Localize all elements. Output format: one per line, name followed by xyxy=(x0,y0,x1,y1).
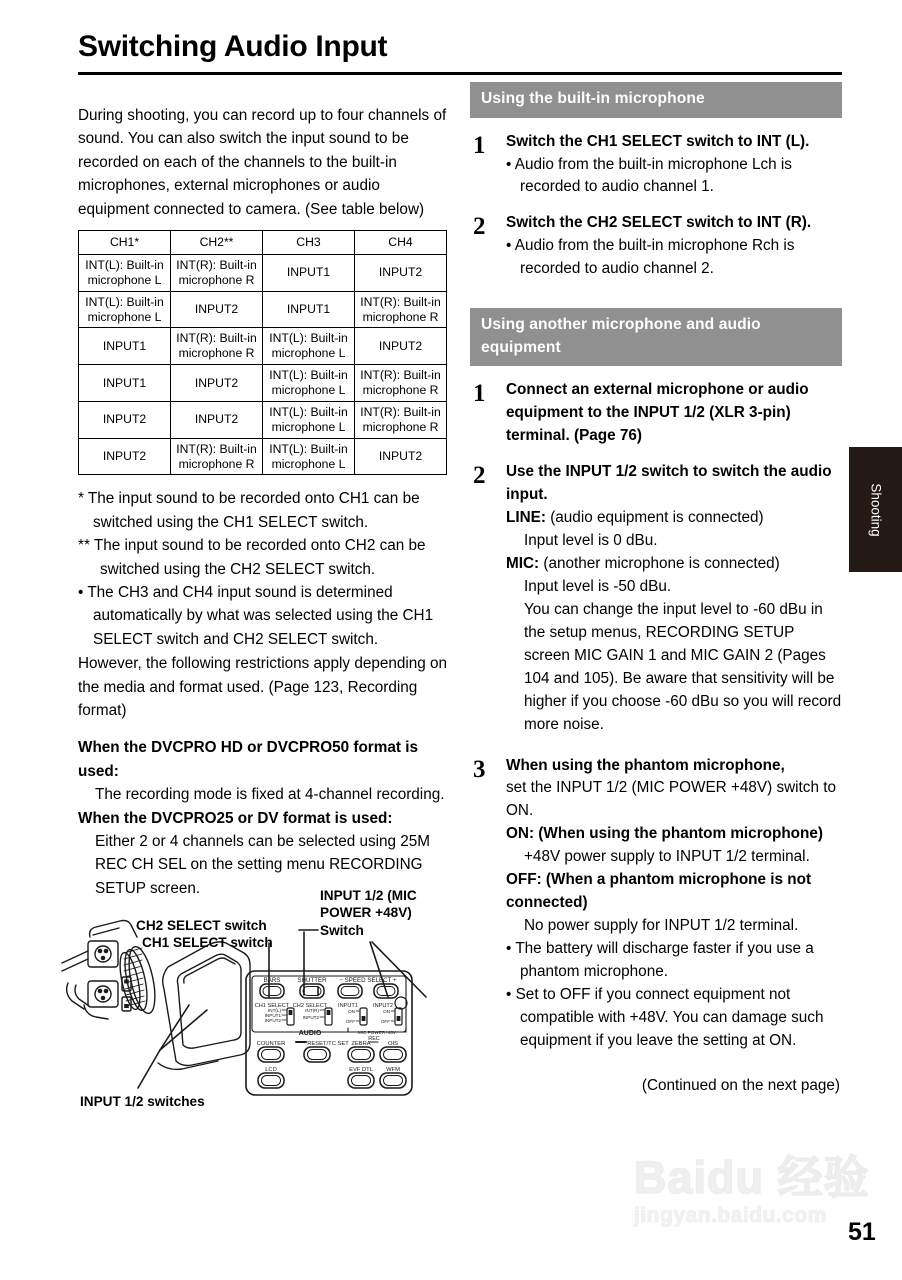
baidu-watermark xyxy=(634,1152,874,1260)
table-cell: INT(L): Built-in microphone L xyxy=(263,401,355,438)
line-label: LINE: xyxy=(506,509,546,527)
panel-label-mic-power: MIC POWER+48V xyxy=(358,1030,396,1035)
callout-input-mic-power: INPUT 1/2 (MIC POWER +48V) Switch xyxy=(320,888,417,938)
step-2-external xyxy=(470,461,842,736)
table-cell: INT(R): Built-in microphone R xyxy=(171,254,263,291)
table-cell: INT(L): Built-in microphone L xyxy=(79,291,171,328)
continued-note: (Continued on the next page) xyxy=(641,1076,840,1094)
step-number: 3 xyxy=(473,755,486,783)
table-cell: INT(L): Built-in microphone L xyxy=(263,365,355,402)
step-bullet: • Audio from the built-in microphone Rch is recorded to audio channel 2. xyxy=(506,237,795,278)
phantom-off-sub: No power supply for INPUT 1/2 terminal. xyxy=(524,917,799,935)
panel-label-reset-tc-set: RESET/TC SET xyxy=(307,1041,349,1047)
step-3-phantom xyxy=(470,755,842,1053)
table-cell: INPUT2 xyxy=(355,254,447,291)
table-header-cell: CH1* xyxy=(79,230,171,254)
panel-opt-input1-off: OFF xyxy=(345,1019,355,1024)
step-2-built-in xyxy=(470,212,842,281)
mic-label: MIC: xyxy=(506,555,540,573)
footnote-ch3-ch4: • The CH3 and CH4 input sound is determined automatically by what was selected using the CH1 SELECT switch and CH2 SELECT switch. xyxy=(78,584,434,648)
panel-label-counter: COUNTER xyxy=(256,1041,286,1047)
table-cell: INPUT2 xyxy=(79,438,171,475)
panel-label-speed-select: − SPEED SELECT + xyxy=(339,977,397,984)
section-heading-built-in-mic: Using the built-in microphone xyxy=(470,82,842,118)
panel-label-ch1-select: CH1 SELECT xyxy=(254,1003,290,1009)
page-number: 51 xyxy=(848,1218,876,1246)
footnote-ch1: * The input sound to be recorded onto CH1 can be switched using the CH1 SELECT switch. xyxy=(78,490,420,531)
watermark-sub: jingyan.baidu.com xyxy=(634,1204,827,1227)
step-1-built-in xyxy=(470,131,842,200)
table-row xyxy=(79,254,447,291)
table-header-row xyxy=(79,230,447,254)
left-column xyxy=(78,104,450,900)
table-header-cell: CH4 xyxy=(355,230,447,254)
panel-opt-ch2-intr: INT(R) xyxy=(305,1008,319,1013)
dvcpro-hd-heading: When the DVCPRO HD or DVCPRO50 format is used: xyxy=(78,739,418,780)
panel-label-ch2-select: CH2 SELECT xyxy=(292,1003,328,1009)
table-row xyxy=(79,401,447,438)
channel-assignment-table xyxy=(78,230,447,476)
table-row xyxy=(79,328,447,365)
right-column xyxy=(470,82,842,1095)
table-cell: INPUT2 xyxy=(355,438,447,475)
phantom-off-label: OFF: (When a phantom microphone is not connected) xyxy=(506,871,812,912)
table-header-cell: CH2** xyxy=(171,230,263,254)
table-row xyxy=(79,365,447,402)
table-cell: INT(L): Built-in microphone L xyxy=(263,438,355,475)
step-lead-rest: set the INPUT 1/2 (MIC POWER +48V) switch to ON. xyxy=(506,779,836,820)
panel-label-ois: OIS xyxy=(388,1041,398,1047)
table-cell: INPUT1 xyxy=(263,291,355,328)
line-text: (audio equipment is connected) xyxy=(545,509,764,527)
table-cell: INPUT2 xyxy=(355,328,447,365)
step-number: 1 xyxy=(473,131,486,159)
table-cell: INPUT2 xyxy=(171,365,263,402)
step-lead: Use the INPUT 1/2 switch to switch the audio input. xyxy=(506,463,832,504)
table-cell: INPUT1 xyxy=(79,328,171,365)
table-cell: INT(R): Built-in microphone R xyxy=(171,438,263,475)
side-tab-label: Shooting xyxy=(868,482,883,537)
table-cell: INPUT1 xyxy=(263,254,355,291)
table-cell: INPUT2 xyxy=(79,401,171,438)
panel-label-zebra: ZEBRA xyxy=(351,1041,371,1047)
step-number: 2 xyxy=(473,213,486,241)
table-cell: INPUT2 xyxy=(171,291,263,328)
callout-ch1-select: CH1 SELECT switch xyxy=(142,935,273,950)
line-row xyxy=(506,507,842,530)
dvcpro25-heading: When the DVCPRO25 or DV format is used: xyxy=(78,809,393,827)
phantom-bullet-2: • Set to OFF if you connect equipment not compatible with +48V. You can damage such equipment if you leave the setting at ON. xyxy=(506,985,824,1049)
step-lead: Switch the CH1 SELECT switch to INT (L). xyxy=(506,132,810,150)
table-cell: INT(L): Built-in microphone L xyxy=(79,254,171,291)
panel-opt-ch1-input1: INPUT1 xyxy=(264,1013,281,1018)
panel-opt-input1-on: ON xyxy=(348,1009,355,1014)
phantom-on-sub: +48V power supply to INPUT 1/2 terminal. xyxy=(524,848,810,866)
panel-label-wfm: WFM xyxy=(386,1067,400,1073)
panel-label-rec: REC xyxy=(368,1036,380,1042)
step-number: 1 xyxy=(473,380,486,408)
panel-label-audio: AUDIO xyxy=(298,1030,322,1037)
mic-sub-2: You can change the input level to -60 dBu in the setup menus, RECORDING SETUP screen MIC GAIN 1 and MIC GAIN 2 (Pages 104 and 105). Be aware that sensitivity will be higher if you choose -60 dBu so you will record more noise. xyxy=(524,600,842,733)
side-tab-shooting xyxy=(849,447,902,572)
mic-sub-1: Input level is -50 dBu. xyxy=(524,577,672,595)
panel-opt-input2-off: OFF xyxy=(380,1019,390,1024)
line-sub: Input level is 0 dBu. xyxy=(524,532,658,550)
page-title: Switching Audio Input xyxy=(78,30,388,63)
table-cell: INT(L): Built-in microphone L xyxy=(263,328,355,365)
table-row xyxy=(79,291,447,328)
step-lead: When using the phantom microphone, xyxy=(506,756,785,774)
dvcpro25-body: Either 2 or 4 channels can be selected using 25M REC CH SEL on the setting menu RECORDING SETUP screen. xyxy=(95,832,431,897)
step-lead: Connect an external microphone or audio equipment to the INPUT 1/2 (XLR 3-pin) terminal. (Page 76) xyxy=(506,381,809,445)
watermark-main: Baidu 经验 xyxy=(634,1152,870,1203)
callout-ch2-select: CH2 SELECT switch xyxy=(136,918,267,933)
table-row xyxy=(79,438,447,475)
section-heading-another-mic: Using another microphone and audio equipment xyxy=(470,308,842,366)
table-cell: INT(R): Built-in microphone R xyxy=(355,291,447,328)
panel-label-input2: INPUT2 xyxy=(373,1003,393,1009)
panel-opt-ch1-intl: INT(L) xyxy=(267,1008,281,1013)
callout-input-switches: INPUT 1/2 switches xyxy=(80,1094,205,1109)
table-cell: INPUT1 xyxy=(79,365,171,402)
table-cell: INT(R): Built-in microphone R xyxy=(355,401,447,438)
table-header-cell: CH3 xyxy=(263,230,355,254)
title-divider xyxy=(78,72,842,75)
step-number: 2 xyxy=(473,462,486,490)
panel-opt-input2-on: ON xyxy=(383,1009,390,1014)
table-cell: INT(R): Built-in microphone R xyxy=(355,365,447,402)
panel-label-bars: BARS xyxy=(263,977,281,984)
mic-row xyxy=(506,553,842,576)
phantom-on-label: ON: (When using the phantom microphone) xyxy=(506,825,823,843)
panel-opt-ch1-input2: INPUT2 xyxy=(264,1018,281,1023)
panel-label-shutter: SHUTTER xyxy=(297,977,327,984)
panel-label-evf-dtl: EVF DTL xyxy=(349,1067,373,1073)
step-bullet: • Audio from the built-in microphone Lch is recorded to audio channel 1. xyxy=(506,155,792,196)
intro-paragraph: During shooting, you can record up to four channels of sound. You can also switch the input sound to be recorded on each of the channels to the built-in microphones, external microphones or audio equipment connected to camera. (See table below) xyxy=(78,107,447,218)
dvcpro-hd-body: The recording mode is fixed at 4-channel recording. xyxy=(95,786,445,804)
camera-figure xyxy=(60,885,460,1120)
table-footnotes xyxy=(78,487,450,722)
table-cell: INPUT2 xyxy=(171,401,263,438)
step-1-external xyxy=(470,379,842,448)
panel-label-input1: INPUT1 xyxy=(338,1003,358,1009)
panel-opt-ch2-input2: INPUT2 xyxy=(302,1015,319,1020)
footnote-ch2: ** The input sound to be recorded onto CH2 can be switched using the CH2 SELECT switch. xyxy=(78,537,426,578)
table-cell: INT(R): Built-in microphone R xyxy=(171,328,263,365)
step-lead: Switch the CH2 SELECT switch to INT (R). xyxy=(506,214,812,232)
phantom-bullet-1: • The battery will discharge faster if you use a phantom microphone. xyxy=(506,940,814,980)
footnote-restrictions: However, the following restrictions apply depending on the media and format used. (Page 123, Recording format) xyxy=(78,655,448,719)
panel-label-lcd: LCD xyxy=(265,1067,277,1073)
mic-text: (another microphone is connected) xyxy=(539,555,780,573)
